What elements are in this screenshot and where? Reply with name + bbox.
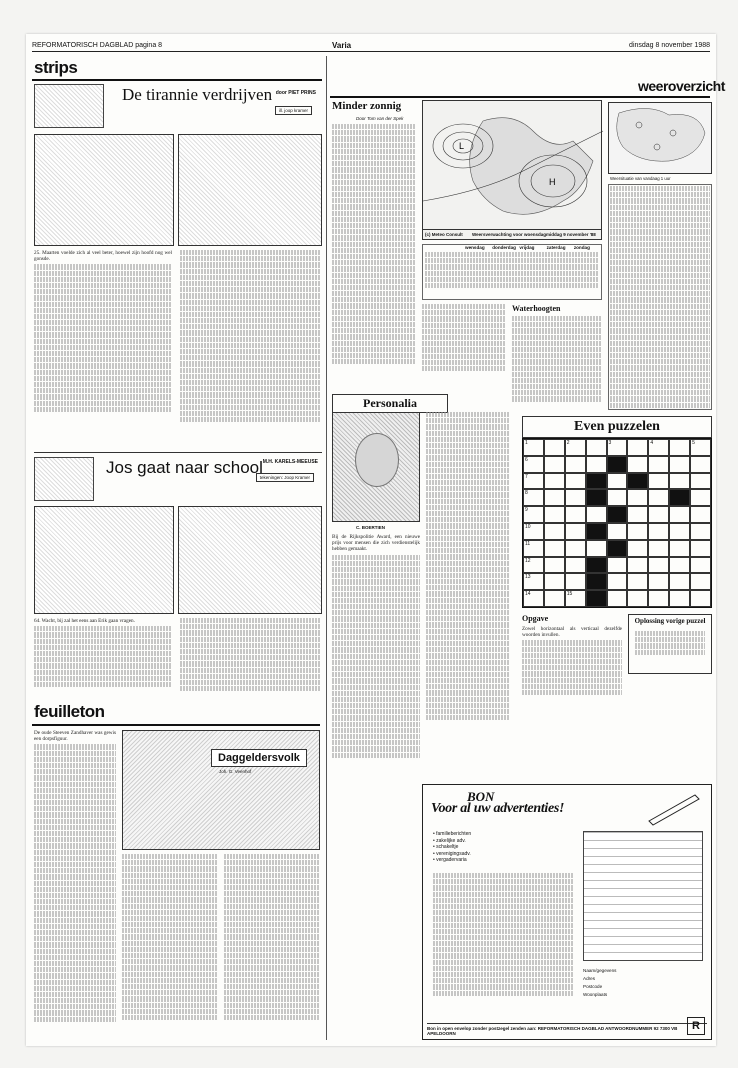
crossword-cell[interactable] — [544, 439, 565, 456]
crossword-cell[interactable] — [523, 540, 544, 557]
crossword-cell[interactable] — [544, 540, 565, 557]
advert-bon — [422, 784, 712, 1040]
crossword-cell[interactable] — [648, 473, 669, 490]
comic1-title: De tirannie verdrijven — [122, 85, 273, 104]
crossword-cell[interactable] — [669, 573, 690, 590]
crossword-black-cell — [586, 557, 607, 574]
weather-map-title: Weersverwachting voor woensdagmiddag 9 november '88 — [472, 232, 596, 237]
advert-fields[interactable] — [583, 967, 703, 999]
forecast-day-4: zaterdag — [546, 245, 566, 250]
weather-text-col-2 — [422, 304, 506, 380]
advert-bullet-2: • zakelijke adv. — [433, 837, 466, 844]
crossword-cell[interactable] — [627, 557, 648, 574]
feuilleton-illustration — [122, 730, 320, 850]
crossword-cell[interactable] — [565, 473, 586, 490]
comic2-banner — [34, 452, 322, 502]
crossword-cell[interactable] — [586, 506, 607, 523]
crossword-cell-number: 6 — [525, 456, 528, 463]
crossword-cell[interactable] — [523, 456, 544, 473]
crossword-black-cell — [607, 506, 628, 523]
crossword-cell[interactable] — [690, 439, 711, 456]
crossword-cell[interactable] — [669, 456, 690, 473]
advert-form-lines[interactable] — [433, 873, 573, 997]
comic1-banner — [34, 84, 322, 130]
advert-field-postcode[interactable]: Postcode — [583, 984, 603, 989]
crossword-cell[interactable] — [690, 540, 711, 557]
oplossing-title: Oplossing vorige puzzel — [634, 617, 706, 625]
advert-bullets — [433, 831, 471, 864]
crossword-cell[interactable] — [627, 506, 648, 523]
advert-bullet-1: • familieberichten — [433, 831, 472, 837]
comic2-illustrator: tekeningen: Joop Kramer — [256, 473, 314, 482]
crossword-cell[interactable] — [544, 523, 565, 540]
crossword-cell[interactable] — [669, 473, 690, 490]
crossword-cell-number: 4 — [650, 440, 654, 446]
comic2-title: Jos gaat naar school — [106, 458, 263, 477]
page-header — [32, 40, 710, 52]
comic1-illustrator: ill. joop kramer — [275, 106, 312, 115]
crossword-black-cell — [586, 590, 607, 607]
crossword-cell[interactable] — [607, 489, 628, 506]
crossword-black-cell — [627, 473, 648, 490]
crossword-cell[interactable] — [544, 590, 565, 607]
advert-field-city[interactable]: Woonplaats — [583, 992, 608, 997]
waterhoogten-text — [512, 316, 602, 410]
crossword-cell-number: 12 — [525, 557, 531, 564]
crossword-cell-number: 11 — [525, 540, 531, 547]
crossword-cell[interactable] — [627, 489, 648, 506]
crossword-cell[interactable] — [627, 573, 648, 590]
crossword-cell[interactable] — [648, 489, 669, 506]
personalia-photo — [332, 412, 420, 522]
feuilleton-section-title: feuilleton — [34, 702, 105, 721]
feuilleton-title: Daggeldersvolk — [211, 749, 307, 767]
strips-rule — [32, 79, 322, 81]
forecast-day-2: donderdag — [492, 245, 516, 250]
advert-field-name[interactable]: Naam/gegevens — [583, 968, 617, 973]
advert-headline-2: Voor al uw advertenties! — [431, 801, 565, 816]
comic1-text-right — [180, 250, 320, 450]
crossword-cell[interactable] — [607, 590, 628, 607]
europe-mini-map-graphic — [609, 103, 713, 167]
cities-caption: Weersituatie van vandaag 1 uur — [610, 176, 671, 181]
crossword-black-cell — [607, 540, 628, 557]
comic2-text-right — [180, 618, 320, 696]
advert-bullet-3: • schakeltje — [433, 844, 459, 850]
newspaper-logo-icon: R — [687, 1017, 705, 1035]
advert-footer: Bon in open envelop zonder postzegel zenden aan: REFORMATORISCH DAGBLAD ANTWOORDNUMMER 92 7300 VB APELDOORN — [427, 1023, 707, 1036]
crossword-cell[interactable] — [669, 540, 690, 557]
crossword-cell-number: 10 — [525, 523, 531, 530]
weather-rule — [330, 96, 710, 98]
comic1-panel-1 — [34, 134, 174, 246]
crossword-cell-number: 5 — [692, 440, 695, 446]
crossword-cell[interactable] — [544, 473, 565, 490]
personalia-section-title: Personalia — [332, 394, 448, 413]
crossword-cell[interactable] — [648, 439, 669, 456]
forecast-day-1: wensdag — [465, 245, 485, 250]
crossword-cell[interactable] — [669, 590, 690, 607]
crossword-cell[interactable] — [523, 439, 544, 456]
feuilleton-rule — [32, 724, 320, 726]
waterhoogten-title: Waterhoogten — [512, 304, 561, 313]
crossword-cell[interactable] — [544, 456, 565, 473]
crossword-cell-number: 2 — [566, 440, 570, 446]
comic2-panel-2 — [178, 506, 322, 614]
crossword-black-cell — [586, 489, 607, 506]
crossword-cell[interactable] — [690, 489, 711, 506]
crossword-cell[interactable] — [648, 573, 669, 590]
strips-section-title: strips — [34, 58, 78, 77]
crossword-cell[interactable] — [586, 439, 607, 456]
advert-headline-1: BON — [467, 789, 495, 804]
weather-map-graphic — [423, 101, 603, 231]
weather-section-title: weeroverzicht — [638, 78, 725, 94]
comic1-text-start: 25. Maarten voelde zich al veel beter, hoewel zijn hoofd nog wel gonsde. — [34, 250, 172, 263]
crossword-cell-number: 7 — [525, 473, 528, 480]
crossword-cell-number: 15 — [566, 591, 573, 598]
crossword-cell[interactable] — [523, 489, 544, 506]
svg-text:L: L — [459, 141, 465, 151]
crossword-cell[interactable] — [523, 590, 544, 607]
crossword-cell[interactable] — [648, 456, 669, 473]
crossword-cell[interactable] — [523, 523, 544, 540]
crossword-cell[interactable] — [544, 573, 565, 590]
crossword-cell[interactable] — [586, 456, 607, 473]
comic2-author: M.H. KARELS-MEEUSE — [262, 459, 318, 465]
crossword-cell[interactable] — [565, 456, 586, 473]
crossword-cell[interactable] — [607, 523, 628, 540]
crossword-cell[interactable] — [648, 557, 669, 574]
crossword-cell[interactable] — [565, 439, 586, 456]
comic2-banner-illustration — [34, 457, 94, 501]
crossword-black-cell — [669, 489, 690, 506]
crossword-cell-number: 13 — [525, 574, 531, 581]
feuilleton-col-1 — [34, 730, 116, 1040]
crossword-cell[interactable] — [544, 557, 565, 574]
crossword-cell[interactable] — [607, 473, 628, 490]
crossword-cell[interactable] — [648, 506, 669, 523]
advert-field-address[interactable]: Adres — [583, 976, 596, 981]
crossword-black-cell — [586, 573, 607, 590]
forecast-table — [422, 244, 602, 300]
crossword-cell[interactable] — [669, 439, 690, 456]
weather-map — [422, 100, 602, 240]
crossword-cell[interactable] — [669, 506, 690, 523]
crossword-cell-number: 3 — [608, 440, 612, 446]
crossword-cell-number: 14 — [525, 591, 531, 598]
crossword-black-cell — [607, 456, 628, 473]
advert-bullet-4: • verenigingsadv. — [433, 850, 471, 857]
crossword-cell[interactable] — [523, 473, 544, 490]
weather-headline: Minder zonnig — [332, 100, 402, 112]
crossword-black-cell — [586, 523, 607, 540]
crossword-cell[interactable] — [627, 590, 648, 607]
feuilleton-text-start: De oude Steeven Zandhaver was gewis een dorpsfiguur. — [34, 730, 116, 743]
crossword-cell[interactable] — [669, 523, 690, 540]
opgave-text: Zowel horizontaal als verticaal dezelfde woorden invullen. — [522, 626, 622, 639]
weather-map-credit: (c) Meteo Consult — [425, 232, 463, 237]
city-weather-table — [608, 184, 712, 410]
crossword-cell[interactable] — [690, 573, 711, 590]
header-left: REFORMATORISCH DAGBLAD pagina 8 — [32, 42, 163, 49]
crossword-cell[interactable] — [627, 439, 648, 456]
crossword-cell[interactable] — [565, 489, 586, 506]
crossword-cell[interactable] — [586, 540, 607, 557]
crossword-cell[interactable] — [627, 456, 648, 473]
crossword-cell[interactable] — [607, 557, 628, 574]
crossword-cell[interactable] — [627, 523, 648, 540]
column-divider — [326, 56, 327, 1040]
crossword-cell[interactable] — [565, 540, 586, 557]
personalia-text-start: Bij de Rijkspolitie Award, een nieuwe prijs voor mensen die zich verdienstelijk hebben gemaakt. — [332, 534, 420, 553]
comic2-text-start: 64. Wacht, bij zal het eens aan Erik gaan vragen. — [34, 618, 135, 624]
crossword-cell[interactable] — [648, 540, 669, 557]
crossword-cell[interactable] — [544, 506, 565, 523]
forecast-day-5: zondag — [573, 245, 590, 250]
crossword-cell[interactable] — [523, 573, 544, 590]
comic2-text-left — [34, 618, 172, 696]
crossword-cell[interactable] — [565, 573, 586, 590]
pen-icon — [645, 791, 701, 825]
crossword-cell[interactable] — [690, 456, 711, 473]
crossword-cell-number: 9 — [525, 507, 528, 514]
europe-mini-map — [608, 102, 712, 174]
crossword-cell[interactable] — [690, 590, 711, 607]
personalia-photo-caption: C. BOERTIEN — [356, 525, 386, 530]
header-center: Varia — [332, 41, 352, 50]
comic1-panel-2 — [178, 134, 322, 246]
crossword-cell-number: 8 — [525, 490, 528, 497]
crossword-cell[interactable] — [565, 590, 586, 607]
feuilleton-author: Joh. G. Veenhof — [219, 769, 252, 774]
header-date: dinsdag 8 november 1988 — [629, 42, 710, 49]
feuilleton-col-2 — [122, 854, 218, 1040]
crossword-cell[interactable] — [690, 557, 711, 574]
personalia-col-1 — [332, 534, 420, 774]
crossword-grid[interactable] — [522, 438, 712, 608]
comic1-banner-illustration — [34, 84, 104, 128]
weather-text-col-1 — [332, 124, 416, 380]
newspaper-page — [26, 34, 725, 1046]
oplossing-box — [628, 614, 712, 674]
crossword-cell[interactable] — [565, 523, 586, 540]
advert-text-grid[interactable] — [583, 831, 703, 961]
feuilleton-col-3 — [224, 854, 320, 1040]
personalia-face — [355, 433, 399, 487]
opgave-title: Opgave — [522, 614, 549, 623]
crossword-cell[interactable] — [607, 439, 628, 456]
crossword-cell[interactable] — [565, 506, 586, 523]
crossword-cell[interactable] — [627, 540, 648, 557]
crossword-cell[interactable] — [523, 506, 544, 523]
crossword-cell[interactable] — [690, 523, 711, 540]
comic2-panel-1 — [34, 506, 174, 614]
crossword-cell[interactable] — [669, 557, 690, 574]
svg-text:H: H — [549, 177, 556, 187]
crossword-cell[interactable] — [690, 506, 711, 523]
crossword-cell-number: 1 — [525, 440, 528, 446]
forecast-day-3: vrijdag — [519, 245, 535, 250]
crossword-cell[interactable] — [648, 523, 669, 540]
advert-bullet-5: • vergadervaria — [433, 857, 467, 863]
crossword-cell[interactable] — [648, 590, 669, 607]
crossword-cell[interactable] — [690, 473, 711, 490]
opgave-text-block — [522, 626, 622, 698]
personalia-col-2 — [426, 412, 510, 774]
crossword-cell[interactable] — [607, 573, 628, 590]
puzzel-section-title: Even puzzelen — [522, 416, 712, 438]
crossword-cell[interactable] — [544, 489, 565, 506]
comic1-text-left — [34, 250, 172, 450]
crossword-cell[interactable] — [523, 557, 544, 574]
comic1-author: door PIET PRINS — [275, 90, 316, 96]
crossword-black-cell — [586, 473, 607, 490]
weather-byline: Door Tom van der Spek — [356, 116, 404, 121]
crossword-cell[interactable] — [565, 557, 586, 574]
